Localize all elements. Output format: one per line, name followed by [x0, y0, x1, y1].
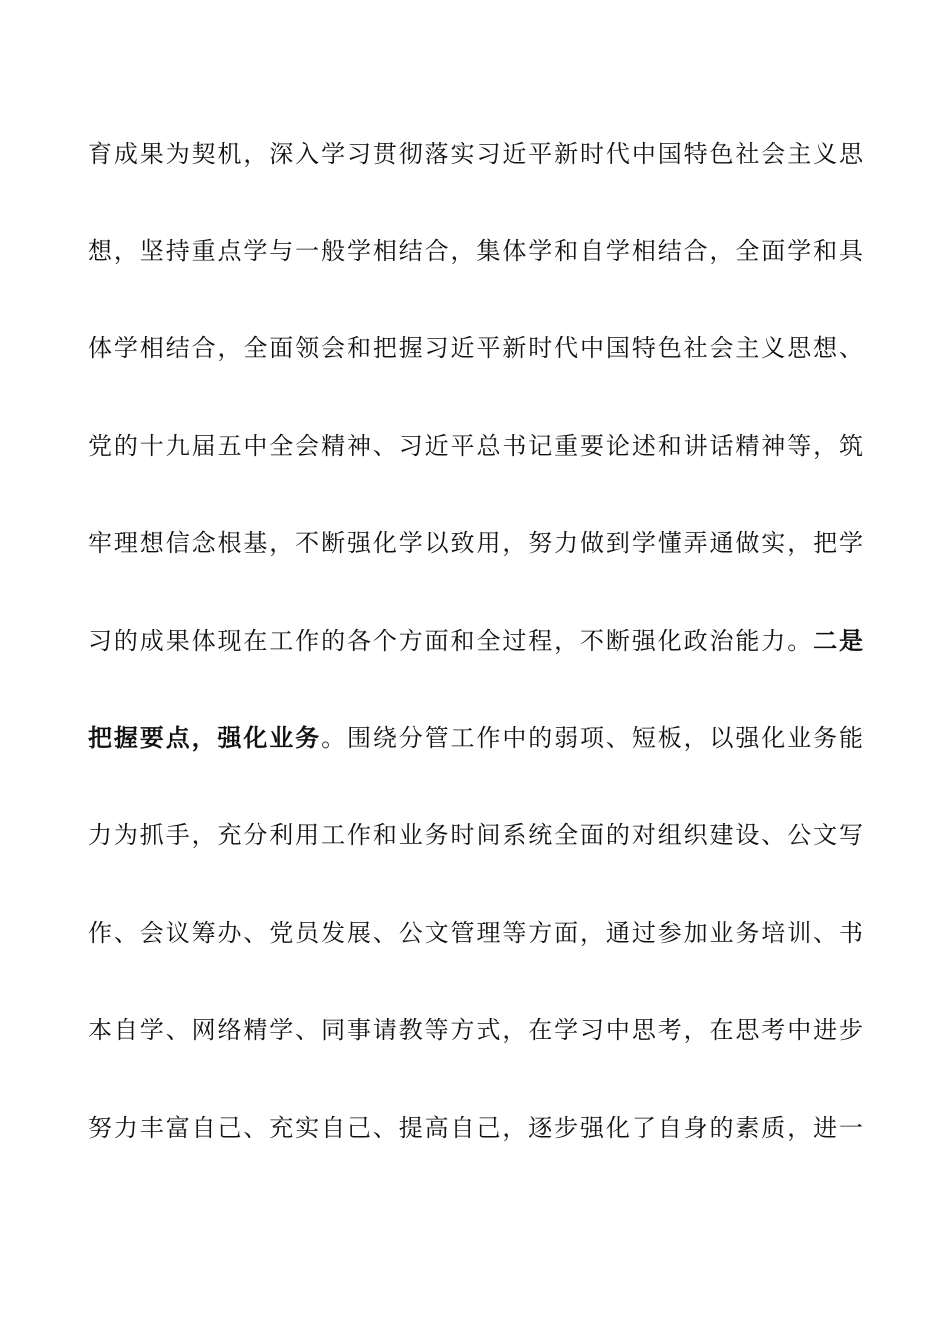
bold-heading-text: 把握要点，强化业务: [88, 724, 322, 752]
body-text-line: 力为抓手，充分利用工作和业务时间系统全面的对组织建设、公文写: [88, 821, 863, 849]
body-text-segment: 。围绕分管工作中的弱项、短板，以强化业务能: [321, 724, 863, 752]
body-text-line: 体学相结合，全面领会和把握习近平新时代中国特色社会主义思想、: [88, 334, 863, 362]
bold-heading-text: 二是: [813, 627, 863, 655]
body-text-line: 本自学、网络精学、同事请教等方式，在学习中思考，在思考中进步: [88, 1016, 863, 1044]
body-text-segment: 习的成果体现在工作的各个方面和全过程，不断强化政治能力。: [88, 627, 814, 655]
body-text-line: 育成果为契机，深入学习贯彻落实习近平新时代中国特色社会主义思: [88, 140, 863, 168]
body-text-line: 党的十九届五中全会精神、习近平总书记重要论述和讲话精神等，筑: [88, 432, 863, 460]
body-text-line: [88, 718, 863, 758]
body-text-line: 想，坚持重点学与一般学相结合，集体学和自学相结合，全面学和具: [88, 237, 863, 265]
body-text-line: 作、会议筹办、党员发展、公文管理等方面，通过参加业务培训、书: [88, 919, 863, 947]
body-text-line: 牢理想信念根基，不断强化学以致用，努力做到学懂弄通做实，把学: [88, 529, 863, 557]
body-text-line: 努力丰富自己、充实自己、提高自己，逐步强化了自身的素质，进一: [88, 1114, 863, 1142]
body-text-line: [88, 621, 863, 661]
